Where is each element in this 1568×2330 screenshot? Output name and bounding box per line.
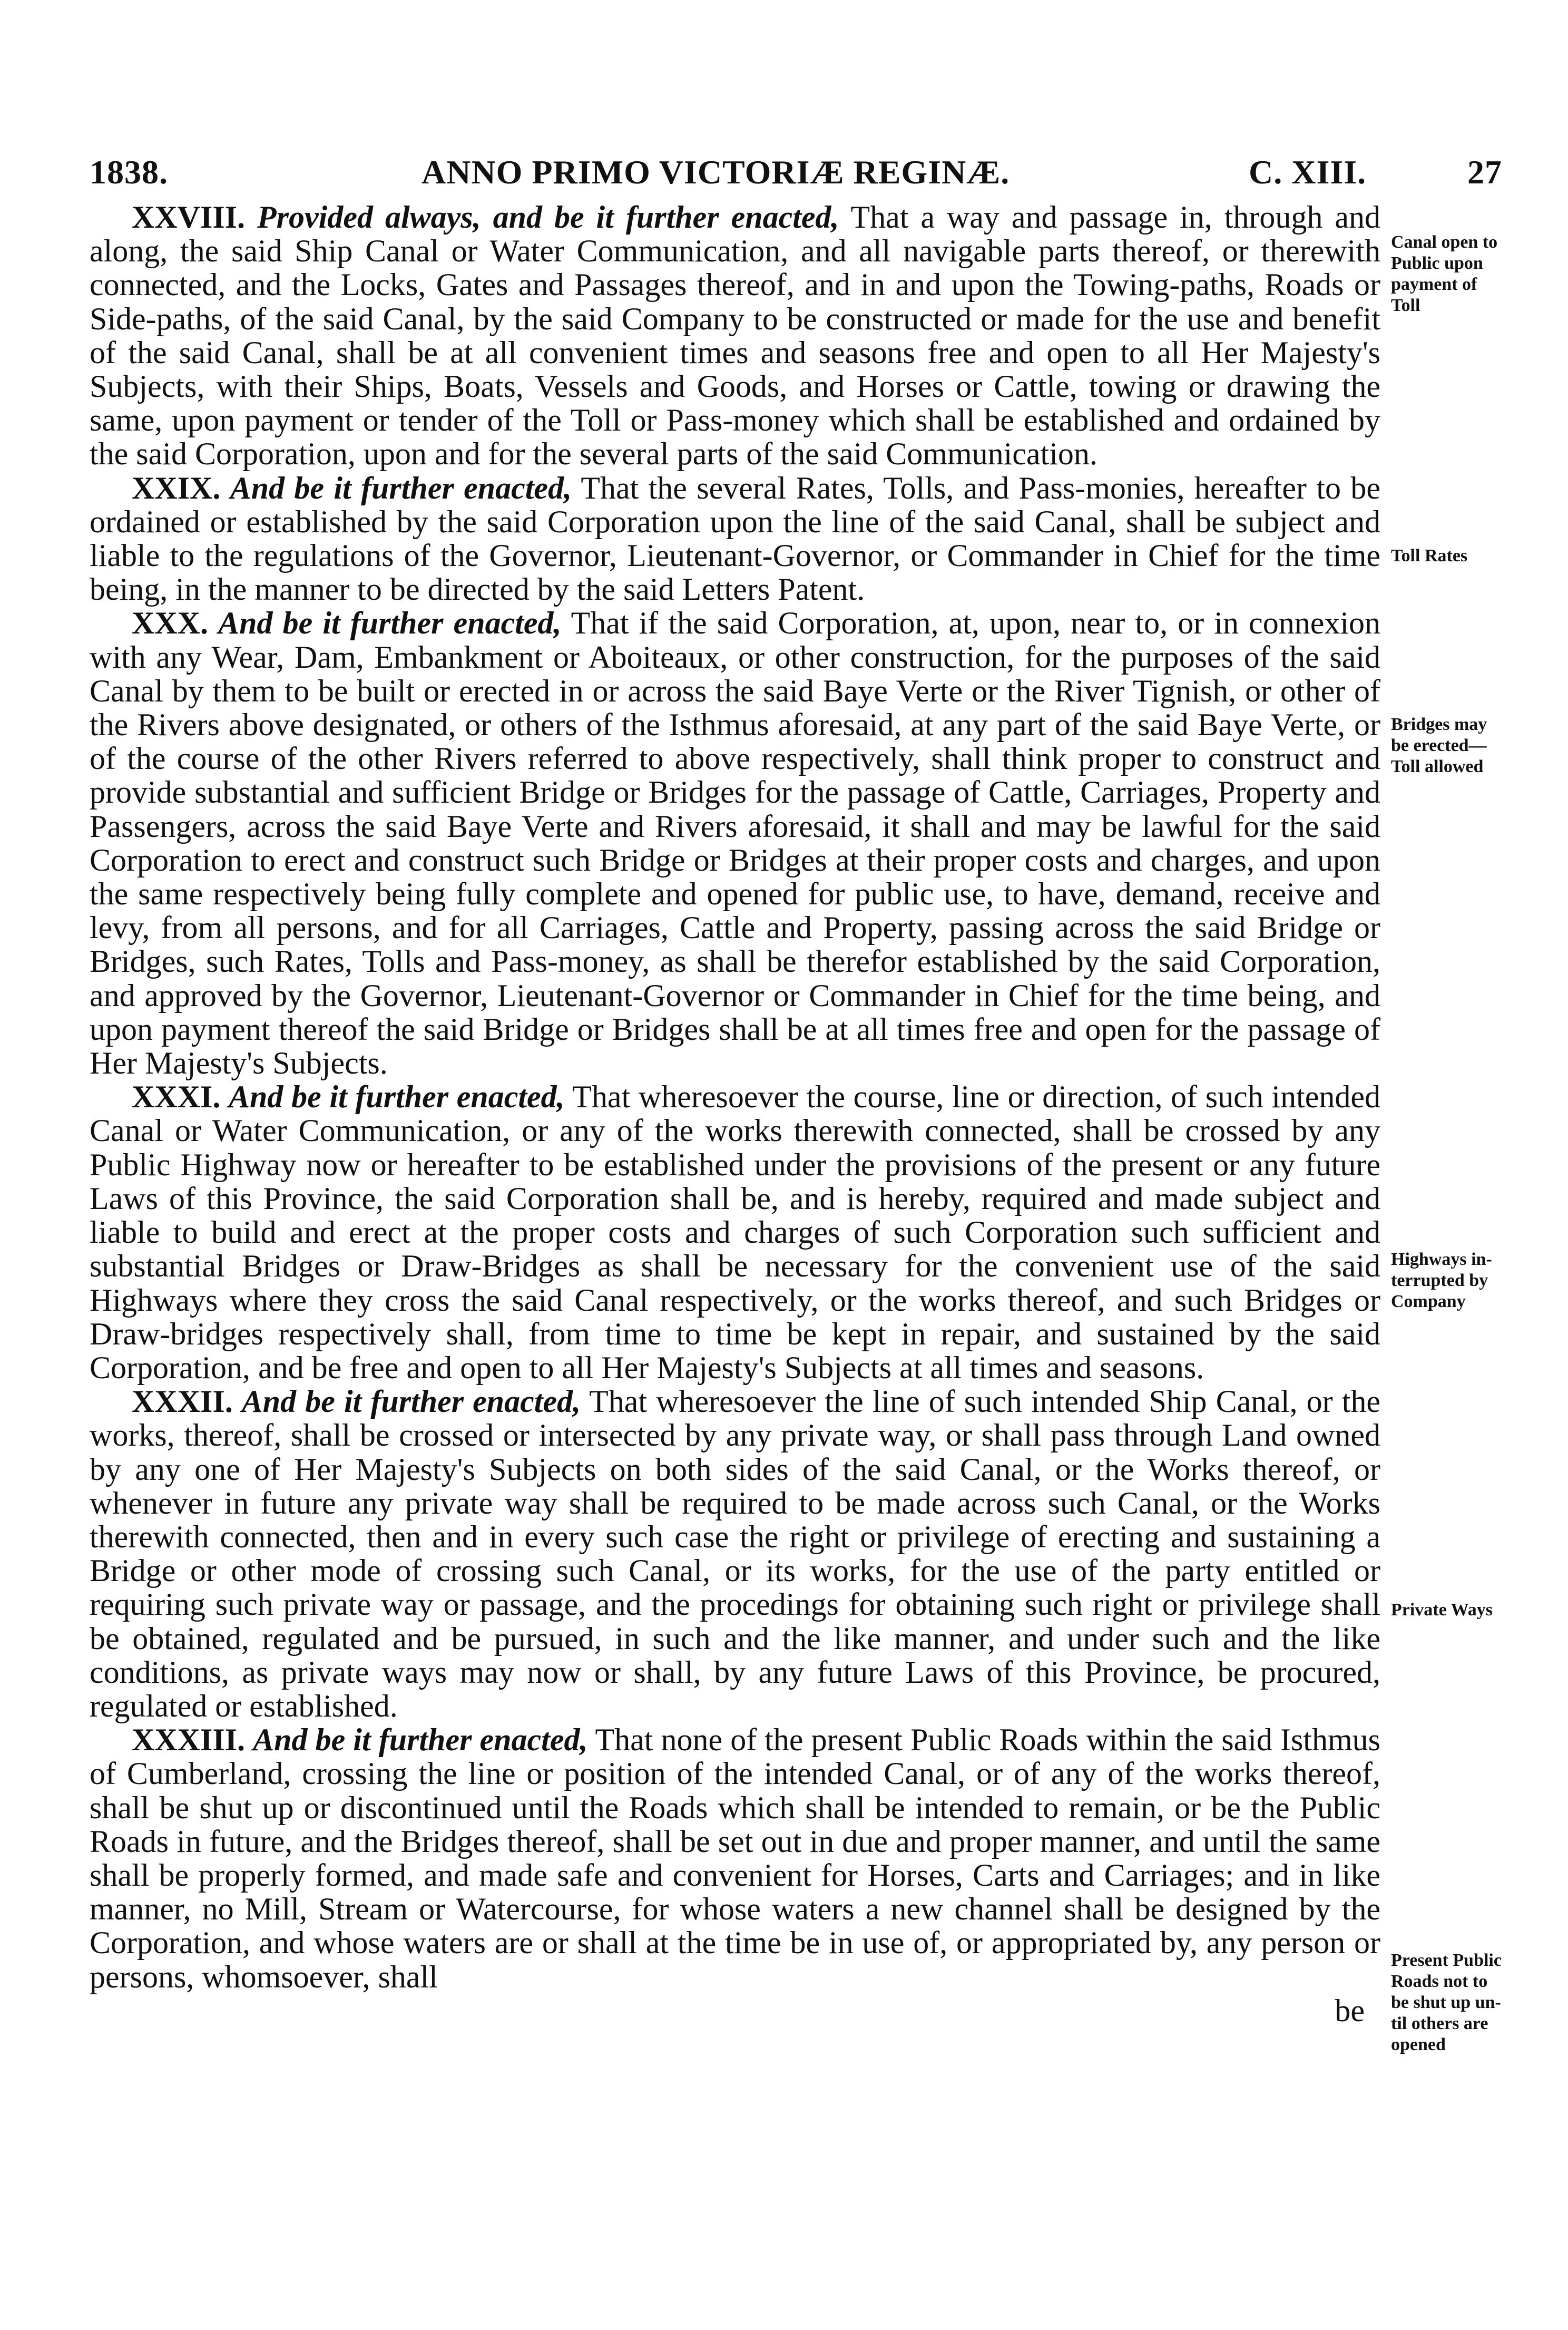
section-text: That if the said Corporation, at, upon, near to, or in connexion with any Wear, Dam, Embankment or Aboiteaux, or other construction, for the purposes of the said Canal by them to be built or erected in or across the said Baye Verte or the River Tignish, or other of the Rivers above designated, or others of the Isthmus aforesaid, at any part of the said Baye Verte, or of the course of the other Rivers referred to above respectively, shall think proper to construct and provide substantial and sufficient Bridge or Bridges for the passage of Cattle, Carriages, Property and Passengers, across the said Baye Verte and Rivers aforesaid, it shall and may be lawful for the said Corporation to erect and construct such Bridge or Bridges at their proper costs and charges, and upon the same respectively being fully complete and opened for public use, to have, demand, receive and levy, from all persons, and for all Carriages, Cattle and Property, passing across the said Bridge or Bridges, such Rates, Tolls and Pass-money, as shall be therefor established by the said Corporation, and approved by the Governor, Lieutenant-Governor or Commander in Chief for the time being, and upon payment thereof the said Bridge or Bridges shall be at all times free and open for the passage of Her Majesty's Subjects.	[90, 606, 1380, 1081]
section-intro: And be it further enacted,	[229, 1079, 565, 1115]
margin-note-line: Public upon	[1391, 254, 1483, 273]
margin-note-line: til others are	[1391, 2014, 1488, 2033]
margin-note-line: Present Public	[1391, 1951, 1502, 1970]
margin-note-line: Canal open to	[1391, 232, 1498, 252]
section-intro: And be it further enacted,	[241, 1384, 581, 1419]
section-xxxiii	[90, 1723, 1380, 1994]
section-text: That wheresoever the line of such intended Ship Canal, or the works, thereof, shall be crossed or intersected by any private way, or shall pass through Land owned by any one of Her Majesty's Subjects on both sides of the said Canal, or the Works thereof, or whenever in future any private way shall be required to be made across such Canal, or the Works therewith connected, then and in every such case the right or privilege of erecting and sustaining a Bridge or other mode of crossing such Canal, or its works, for the use of the party entitled or requiring such private way or passage, and the procedings for obtaining such right or privilege shall be obtained, regulated and be pursued, in such and the like manner, and under such and the like conditions, as private ways may now or shall, by any future Laws of this Province, be procured, regulated or established.	[90, 1384, 1380, 1723]
section-number: XXXIII.	[132, 1722, 246, 1758]
catchword: be	[1335, 1993, 1365, 2028]
margin-note-line: payment of	[1391, 275, 1477, 294]
header-year: 1838.	[90, 153, 168, 191]
margin-note-line: be shut up un-	[1391, 1993, 1501, 2012]
section-number: XXIX.	[132, 470, 221, 505]
section-number: XXXII.	[132, 1384, 233, 1419]
header-title: ANNO PRIMO VICTORIÆ REGINÆ.	[422, 153, 1010, 191]
header-chapter: C. XIII.	[1249, 153, 1367, 191]
section-text: That the several Rates, Tolls, and Pass-monies, hereafter to be ordained or established by the said Corporation upon the line of the said Canal, shall be subject and liable to the regulations of the Governor, Lieutenant-Governor, or Commander in Chief for the time being, in the manner to be directed by the said Letters Patent.	[90, 470, 1380, 607]
section-xxxii	[90, 1385, 1380, 1723]
section-text: That wheresoever the course, line or direction, of such intended Canal or Water Communication, or any of the works therewith connected, shall be crossed by any Public Highway now or hereafter to be established under the provisions of the present or any future Laws of this Province, the said Corporation shall be, and is hereby, required and made subject and liable to build and erect at the proper costs and charges of such Corporation such sufficient and substantial Bridges or Draw-Bridges as shall be necessary for the convenient use of the said Highways where they cross the said Canal respectively, or the works thereof, and such Bridges or Draw-bridges respectively shall, from time to time be kept in repair, and sustained by the said Corporation, and be free and open to all Her Majesty's Subjects at all times and seasons.	[90, 1079, 1380, 1385]
margin-note-line: opened	[1391, 2035, 1446, 2054]
section-number: XXVIII.	[132, 200, 246, 235]
section-intro: And be it further enacted,	[253, 1722, 588, 1758]
main-text	[90, 200, 1380, 2245]
page-number: 27	[1467, 153, 1502, 191]
margin-note-line: Bridges may	[1391, 715, 1487, 734]
margin-note-private-ways	[1391, 1600, 1544, 1621]
section-xxviii	[90, 200, 1380, 471]
page-header	[90, 153, 1512, 200]
margin-note-highways	[1391, 1249, 1544, 1312]
section-text: That none of the present Public Roads within the said Isthmus of Cumberland, crossing the line or position of the intended Canal, or of any of the works thereof, shall be shut up or discontinued until the Roads which shall be intended to remain, or be the Public Roads in future, and the Bridges thereof, shall be set out in due and proper manner, and until the same shall be properly formed, and made safe and convenient for Horses, Carts and Carriages; and in like manner, no Mill, Stream or Watercourse, for whose waters a new channel shall be designed by the Corporation, and whose waters are or shall at the time be in use of, or appropriated by, any person or persons, whomsoever, shall	[90, 1722, 1380, 1994]
section-intro: Provided always, and be it further enacted,	[257, 200, 839, 235]
margin-note-canal-open	[1391, 232, 1544, 316]
margin-note-line: terrupted by	[1391, 1271, 1488, 1290]
margin-note-public-roads	[1391, 1950, 1544, 2055]
section-intro: And be it further enacted,	[218, 606, 562, 641]
margin-note-line: Private Ways	[1391, 1600, 1493, 1620]
section-number: XXX.	[132, 606, 208, 641]
margin-note-line: Toll allowed	[1391, 757, 1484, 776]
margin-note-bridges	[1391, 714, 1544, 777]
section-text: That a way and passage in, through and along, the said Ship Canal or Water Communication, and all navigable parts thereof, or therewith connected, and the Locks, Gates and Passages thereof, and in and upon the Towing-paths, Roads or Side-paths, of the said Canal, by the said Company to be constructed or made for the use and benefit of the said Canal, shall be at all convenient times and seasons free and open to all Her Majesty's Subjects, with their Ships, Boats, Vessels and Goods, and Horses or Cattle, towing or drawing the same, upon payment or tender of the Toll or Pass-money which shall be established and ordained by the said Corporation, upon and for the several parts of the said Communication.	[90, 200, 1380, 472]
section-intro: And be it further enacted,	[230, 470, 572, 505]
margin-note-line: Toll Rates	[1391, 546, 1468, 566]
margin-note-toll-rates	[1391, 545, 1544, 567]
margin-note-line: Company	[1391, 1292, 1466, 1311]
margin-note-line: Roads not to	[1391, 1972, 1488, 1991]
section-xxix	[90, 471, 1380, 607]
section-number: XXXI.	[132, 1079, 221, 1115]
margin-note-line: Highways in-	[1391, 1250, 1492, 1269]
section-xxxi	[90, 1080, 1380, 1385]
section-xxx	[90, 606, 1380, 1080]
margin-note-line: be erected—	[1391, 736, 1487, 755]
margin-note-line: Toll	[1391, 296, 1420, 315]
